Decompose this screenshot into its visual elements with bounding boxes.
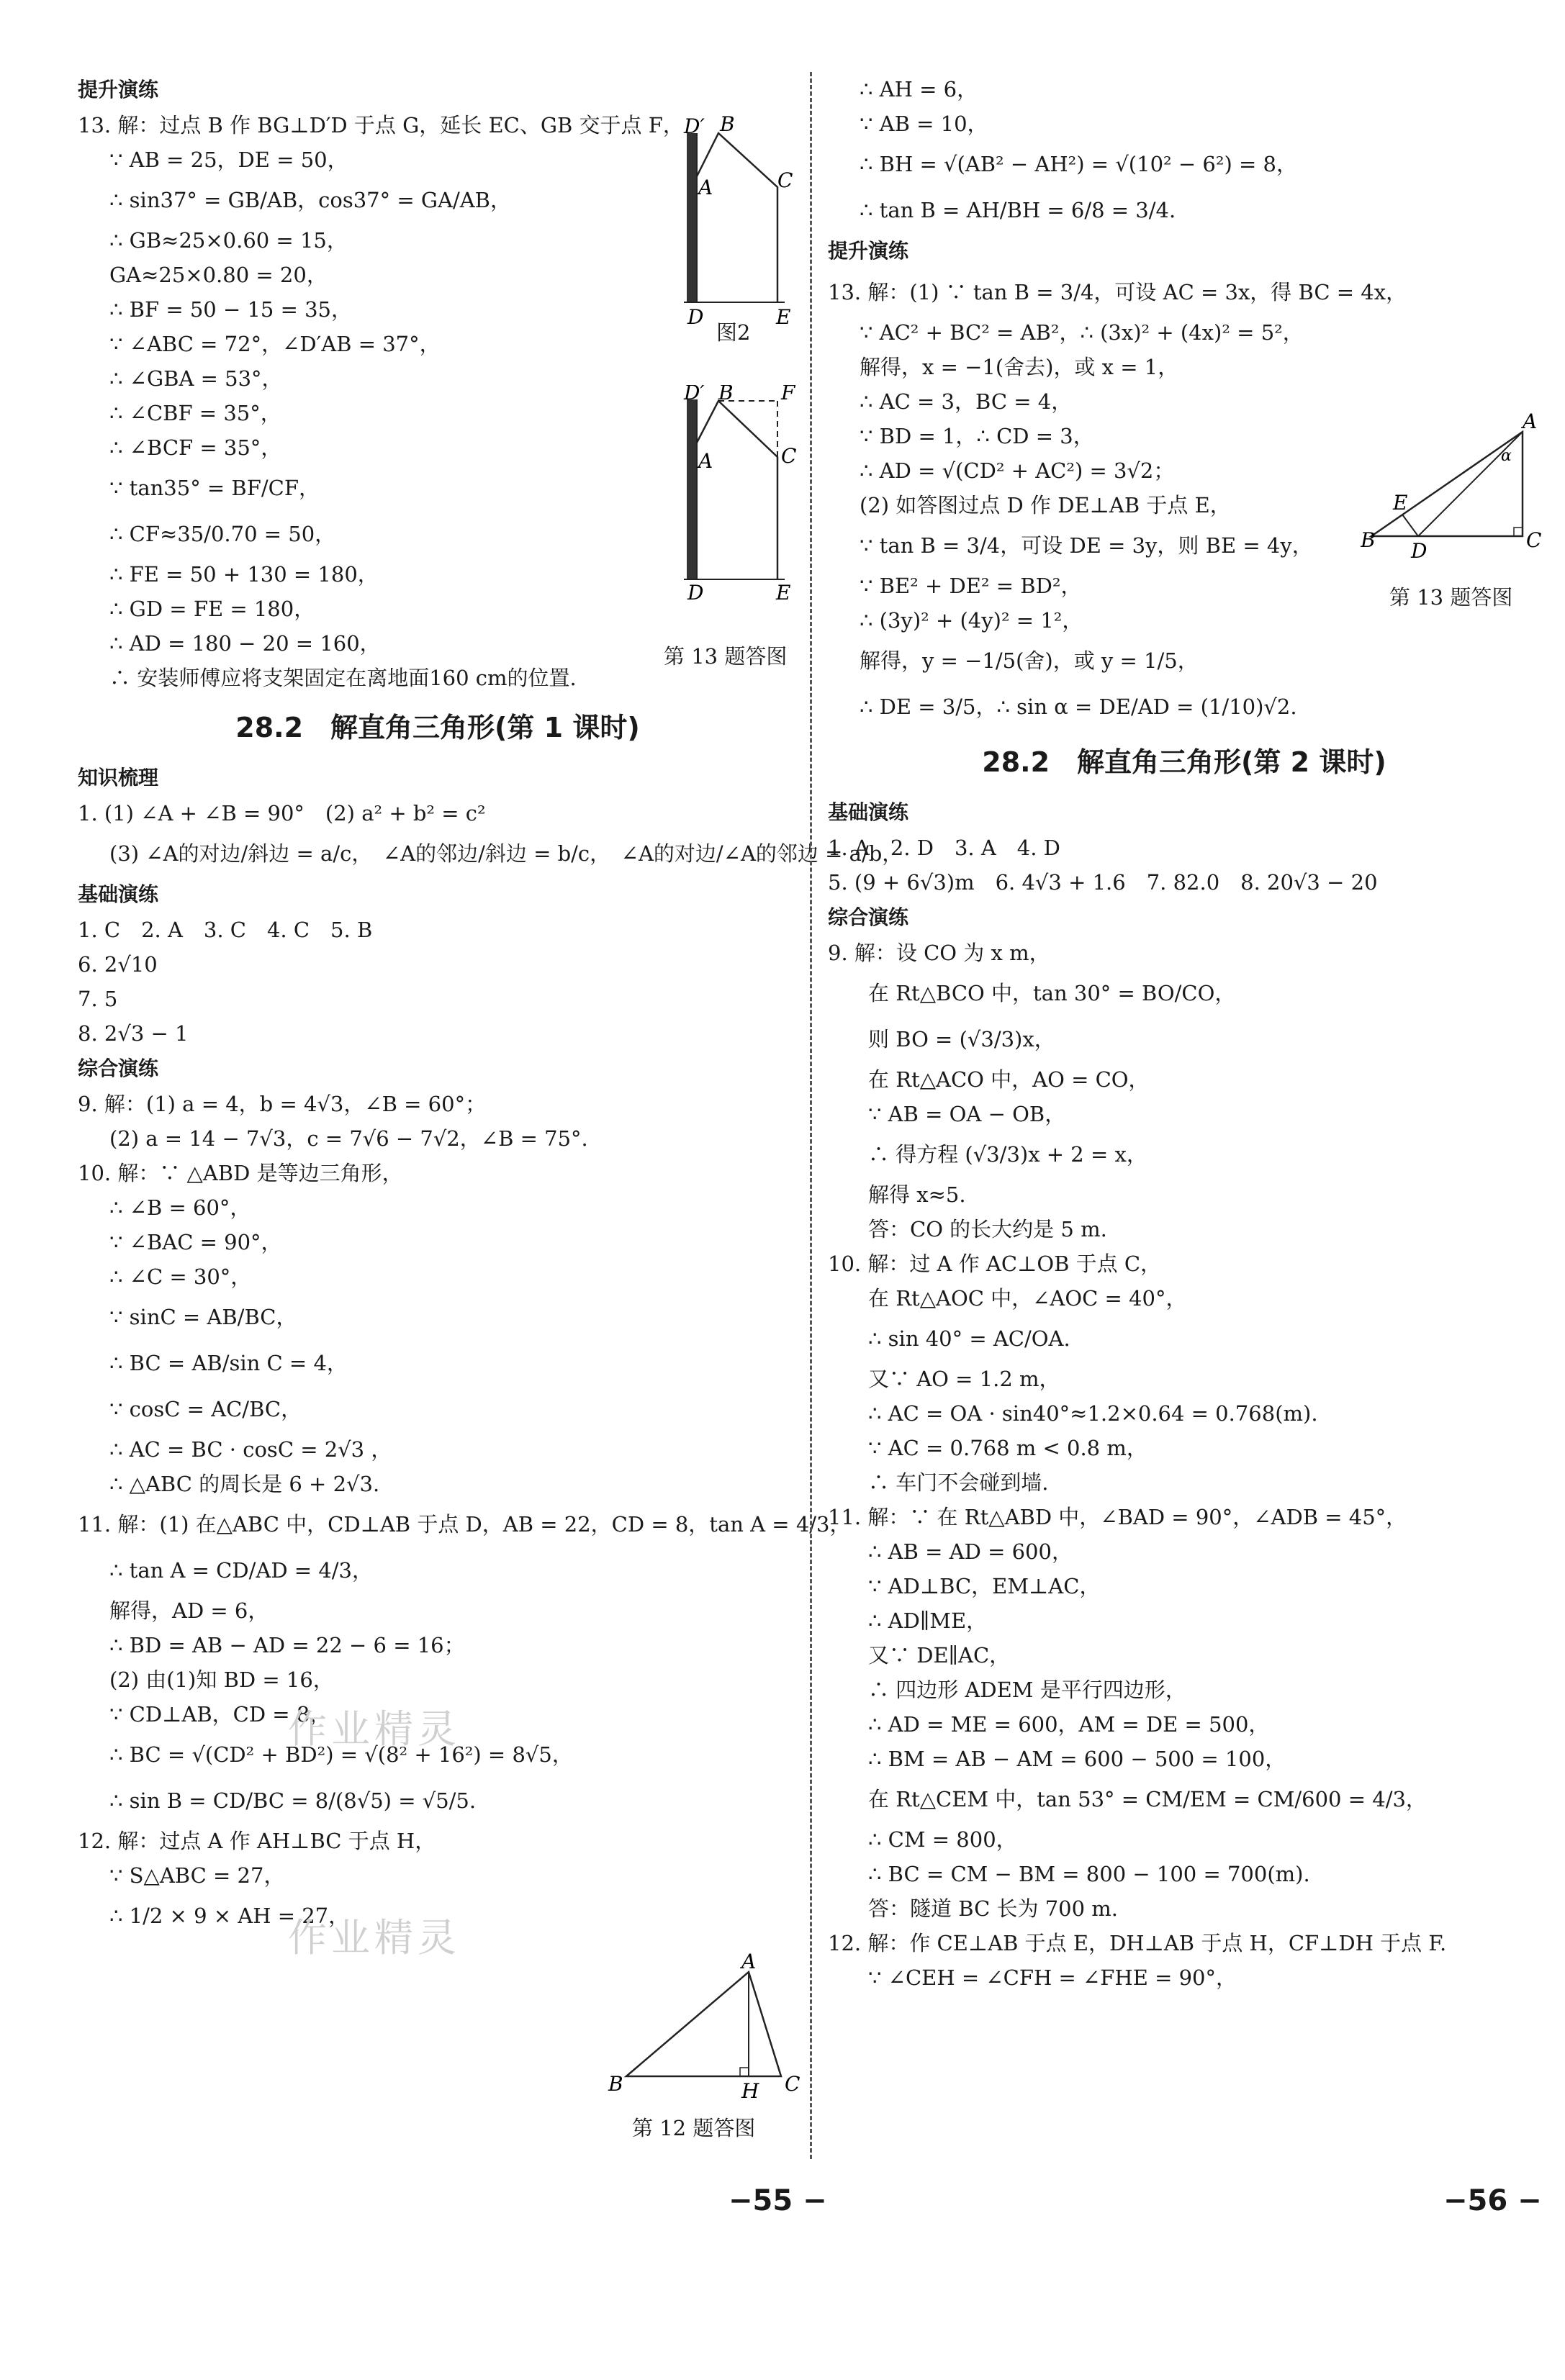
text-line: 11. 解：(1) 在△ABC 中，CD⊥AB 于点 D，AB = 22，CD = 8，tan A = 4/3， xyxy=(78,1512,851,1537)
text-line: (2) 如答图过点 D 作 DE⊥AB 于点 E， xyxy=(860,493,1231,517)
text-line: ∴ AD = 180 − 20 = 160， xyxy=(109,631,381,656)
text-line: (2) a = 14 − 7√3，c = 7√6 − 7√2，∠B = 75°. xyxy=(109,1126,588,1151)
figR13-label-alpha: α xyxy=(1501,447,1512,465)
text-line: 答：隧道 BC 长为 700 m. xyxy=(868,1896,1118,1921)
text-line: 又∵ DE∥AC， xyxy=(868,1643,1011,1668)
text-line: ∴ AC = 3，BC = 4， xyxy=(860,389,1073,414)
text-line: 9. 解：(1) a = 4，b = 4√3，∠B = 60°； xyxy=(78,1092,487,1116)
text-line: 1. C 2. A 3. C 4. C 5. B xyxy=(78,918,373,942)
text-line: 9. 解：设 CO 为 x m， xyxy=(828,941,1050,965)
text-line: 7. 5 xyxy=(78,987,118,1011)
text-line: ∴ BC = AB/sin C = 4， xyxy=(109,1351,348,1375)
fig13-label-d: D xyxy=(687,581,704,601)
text-line: ∵ tan35° = BF/CF， xyxy=(109,476,320,500)
text-line: ∵ BE² + DE² = BD²， xyxy=(860,574,1082,598)
section-heading: 提升演练 xyxy=(78,78,159,101)
text-line: ∴ tan B = AH/BH = 6/8 = 3/4. xyxy=(860,198,1176,222)
text-line: ∵ CD⊥AB，CD = 8， xyxy=(109,1702,331,1727)
text-line: 1. (1) ∠A + ∠B = 90° (2) a² + b² = c² xyxy=(78,801,486,825)
text-line: (3) ∠A的对边/斜边 = a/c， ∠A的邻边/斜边 = b/c， ∠A的对边/∠A的邻边 = a/b， xyxy=(109,841,903,866)
text-line: ∴ sin B = CD/BC = 8/(8√5) = √5/5. xyxy=(109,1788,477,1813)
text-line: ∴ △ABC 的周长是 6 + 2√3. xyxy=(109,1472,380,1496)
text-line: ∴ AC = OA · sin40°≈1.2×0.64 = 0.768(m). xyxy=(868,1401,1318,1426)
text-line: ∵ AC² + BC² = AB²，∴ (3x)² + (4x)² = 5²， xyxy=(860,320,1304,345)
figure-13-left xyxy=(669,385,813,601)
fig13-right-caption: 第 13 题答图 xyxy=(1389,585,1513,610)
figR13-label-d: D xyxy=(1411,539,1428,561)
fig13-label-a: A xyxy=(698,449,713,473)
fig12-label-h: H xyxy=(741,2079,759,2101)
fig13-label-f: F xyxy=(781,385,795,404)
section-heading: 综合演练 xyxy=(828,905,909,929)
fig13-label-c: C xyxy=(781,444,797,468)
text-line: 在 Rt△BCO 中，tan 30° = BO/CO， xyxy=(868,981,1236,1005)
fig2-label-d: D xyxy=(687,305,704,329)
fig12-label-a: A xyxy=(741,1950,757,1973)
text-line: ∴ sin 40° = AC/OA. xyxy=(868,1326,1070,1351)
text-line: ∴ AB = AD = 600， xyxy=(868,1539,1073,1564)
text-line: ∵ BD = 1，∴ CD = 3， xyxy=(860,424,1094,448)
text-line: 11. 解：∵ 在 Rt△ABD 中，∠BAD = 90°，∠ADB = 45°， xyxy=(828,1505,1407,1529)
text-line: ∴ BC = √(CD² + BD²) = √(8² + 16²) = 8√5， xyxy=(109,1742,573,1767)
text-line: ∴ 四边形 ADEM 是平行四边形， xyxy=(868,1678,1186,1702)
text-line: ∵ AC = 0.768 m < 0.8 m， xyxy=(868,1436,1147,1460)
text-line: ∴ ∠C = 30°， xyxy=(109,1264,252,1289)
figR13-label-e: E xyxy=(1393,491,1408,515)
text-line: 又∵ AO = 1.2 m， xyxy=(868,1367,1060,1391)
text-line: ∴ AH = 6， xyxy=(860,77,978,101)
figure-13-right xyxy=(1361,403,1555,561)
text-line: ∴ tan A = CD/AD = 4/3， xyxy=(109,1558,373,1583)
text-line: ∴ AC = BC · cosC = 2√3 ， xyxy=(109,1437,392,1462)
fig2-label-a: A xyxy=(698,176,713,199)
left-column xyxy=(78,72,903,1939)
text-line: ∴ FE = 50 + 130 = 180， xyxy=(109,562,379,587)
fig2-label-c: C xyxy=(777,168,793,192)
text-line: 6. 2√10 xyxy=(78,952,158,977)
figure-2 xyxy=(669,115,813,331)
text-line: ∴ 1/2 × 9 × AH = 27， xyxy=(109,1904,350,1928)
text-line: ∵ tan B = 3/4，可设 DE = 3y，则 BE = 4y， xyxy=(860,533,1313,558)
lesson-title: 28.2 解直角三角形(第 1 课时) xyxy=(235,712,640,743)
section-heading: 综合演练 xyxy=(78,1056,159,1080)
text-line: ∴ AD = √(CD² + AC²) = 3√2； xyxy=(860,458,1175,483)
watermark-2: 作业精灵 xyxy=(288,1915,461,1960)
text-line: ∴ 车门不会碰到墙. xyxy=(868,1470,1049,1495)
watermark-1: 作业精灵 xyxy=(288,1706,461,1752)
text-line: ∴ BD = AB − AD = 22 − 6 = 16； xyxy=(109,1633,465,1657)
text-line: ∴ CF≈35/0.70 = 50， xyxy=(109,522,336,546)
text-line: ∴ BF = 50 − 15 = 35， xyxy=(109,297,353,322)
text-line: 13. 解：过点 B 作 BG⊥D′D 于点 G，延长 EC、GB 交于点 F， xyxy=(78,113,684,137)
fig13-left-caption: 第 13 题答图 xyxy=(664,644,788,669)
page-number-right: −56 − xyxy=(1443,2184,1542,2217)
text-line: 则 BO = (√3/3)x， xyxy=(868,1027,1055,1051)
section-heading: 基础演练 xyxy=(828,800,909,824)
text-line: ∵ AB = OA − OB， xyxy=(868,1102,1066,1126)
text-line: ∴ BC = CM − BM = 800 − 100 = 700(m). xyxy=(868,1862,1310,1886)
text-line: ∴ BM = AB − AM = 600 − 500 = 100， xyxy=(868,1747,1286,1771)
lesson-title: 28.2 解直角三角形(第 2 课时) xyxy=(982,746,1386,778)
text-line: 解得，x = −1(舍去)，或 x = 1， xyxy=(860,355,1179,379)
fig2-label-e: E xyxy=(776,305,791,329)
text-line: ∴ 得方程 (√3/3)x + 2 = x， xyxy=(868,1142,1147,1167)
fig12-caption: 第 12 题答图 xyxy=(632,2116,756,2140)
right-column xyxy=(828,72,1541,1995)
text-line: (2) 由(1)知 BD = 16， xyxy=(109,1668,334,1692)
fig13-label-b: B xyxy=(718,385,734,404)
text-line: ∴ CM = 800， xyxy=(868,1827,1017,1852)
figR13-label-c: C xyxy=(1526,528,1542,552)
text-line: ∵ ∠ABC = 72°，∠D′AB = 37°， xyxy=(109,332,441,356)
text-line: ∴ ∠B = 60°， xyxy=(109,1195,251,1220)
text-line: ∴ ∠BCF = 35°， xyxy=(109,435,282,460)
text-line: 在 Rt△CEM 中，tan 53° = CM/EM = CM/600 = 4/3， xyxy=(868,1787,1427,1811)
text-line: ∴ ∠GBA = 53°， xyxy=(109,366,283,391)
fig2-label-d1: D′ xyxy=(684,115,705,138)
text-line: 12. 解：过点 A 作 AH⊥BC 于点 H， xyxy=(78,1829,436,1853)
text-line: ∴ DE = 3/5，∴ sin α = DE/AD = (1/10)√2. xyxy=(860,694,1297,719)
text-line: 解得，y = −1/5(舍)，或 y = 1/5， xyxy=(860,648,1199,673)
text-line: ∴ GB≈25×0.60 = 15， xyxy=(109,228,348,253)
text-line: ∴ AD = ME = 600，AM = DE = 500， xyxy=(868,1712,1270,1737)
text-line: 5. (9 + 6√3)m 6. 4√3 + 1.6 7. 82.0 8. 20√3 − 20 xyxy=(828,870,1378,895)
section-heading: 基础演练 xyxy=(78,882,159,906)
figR13-label-a: A xyxy=(1523,410,1538,433)
text-line: 12. 解：作 CE⊥AB 于点 E，DH⊥AB 于点 H，CF⊥DH 于点 F. xyxy=(828,1931,1447,1955)
text-line: ∴ 安装师傅应将支架固定在离地面160 cm的位置. xyxy=(109,666,577,690)
text-line: ∴ GD = FE = 180， xyxy=(109,597,315,621)
fig13-label-d1: D′ xyxy=(684,385,705,404)
page-number-left: −55 − xyxy=(729,2184,827,2217)
fig2-label-b: B xyxy=(720,115,735,136)
figure-12 xyxy=(605,1950,813,2101)
text-line: ∴ sin37° = GB/AB，cos37° = GA/AB， xyxy=(109,188,511,212)
fig12-label-c: C xyxy=(785,2072,800,2096)
text-line: 10. 解：∵ △ABD 是等边三角形， xyxy=(78,1161,403,1185)
figR13-label-b: B xyxy=(1361,528,1376,552)
text-line: 在 Rt△ACO 中，AO = CO， xyxy=(868,1067,1150,1092)
section-heading: 提升演练 xyxy=(828,239,909,263)
text-line: GA≈25×0.80 = 20， xyxy=(109,263,328,287)
fig12-label-b: B xyxy=(608,2072,623,2096)
text-line: 解得 x≈5. xyxy=(868,1182,966,1207)
text-line: 8. 2√3 − 1 xyxy=(78,1021,189,1046)
section-heading: 知识梳理 xyxy=(78,766,159,789)
text-line: 在 Rt△AOC 中，∠AOC = 40°， xyxy=(868,1286,1187,1311)
text-line: 13. 解：(1) ∵ tan B = 3/4，可设 AC = 3x，得 BC = 4x， xyxy=(828,280,1407,304)
text-line: 1. A 2. D 3. A 4. D xyxy=(828,836,1060,860)
text-line: ∵ AB = 10， xyxy=(860,112,988,136)
fig13-label-e: E xyxy=(776,581,791,601)
text-line: ∵ AB = 25，DE = 50， xyxy=(109,148,348,172)
fig2-caption: 图2 xyxy=(716,320,751,345)
text-line: 10. 解：过 A 作 AC⊥OB 于点 C， xyxy=(828,1252,1162,1276)
text-line: ∵ ∠CEH = ∠CFH = ∠FHE = 90°， xyxy=(868,1965,1237,1990)
text-line: ∵ cosC = AC/BC， xyxy=(109,1397,302,1421)
text-line: ∴ AD∥ME， xyxy=(868,1608,988,1633)
text-line: ∴ ∠CBF = 35°， xyxy=(109,401,281,425)
text-line: ∵ sinC = AB/BC， xyxy=(109,1305,297,1329)
text-line: ∴ (3y)² + (4y)² = 1²， xyxy=(860,608,1083,633)
text-line: 解得，AD = 6， xyxy=(109,1598,269,1623)
text-line: ∵ S△ABC = 27， xyxy=(109,1863,285,1888)
text-line: ∴ BH = √(AB² − AH²) = √(10² − 6²) = 8， xyxy=(860,152,1297,176)
text-line: 答：CO 的长大约是 5 m. xyxy=(868,1217,1107,1241)
text-line: ∵ ∠BAC = 90°， xyxy=(109,1230,282,1254)
text-line: ∵ AD⊥BC，EM⊥AC， xyxy=(868,1574,1101,1598)
